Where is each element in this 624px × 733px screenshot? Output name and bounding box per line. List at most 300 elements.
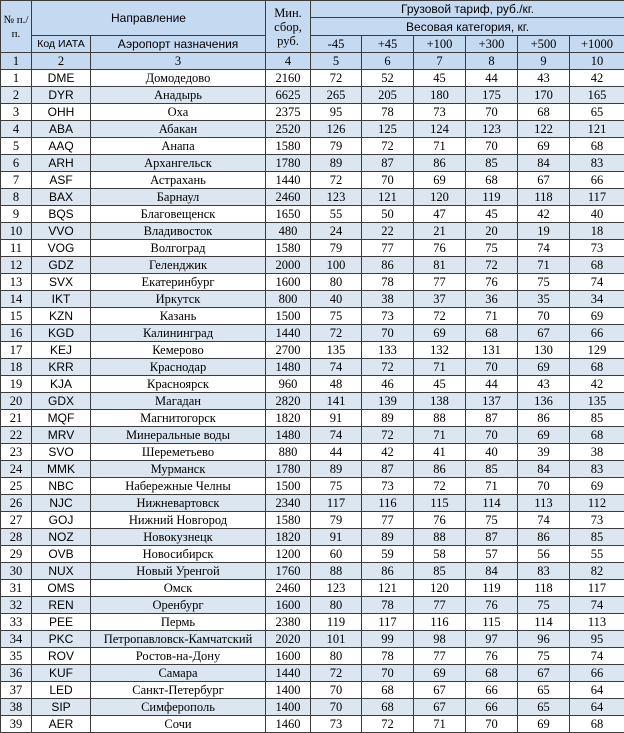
rate-cell: 45 xyxy=(414,70,466,87)
rate-cell: 85 xyxy=(570,529,624,546)
table-row xyxy=(1,478,624,495)
rate-cell: 68 xyxy=(570,257,624,274)
header-weight-column: +300 xyxy=(466,36,518,53)
min-fee-cell: 880 xyxy=(266,444,311,461)
rate-cell: 116 xyxy=(414,614,466,631)
min-fee-cell: 1500 xyxy=(266,308,311,325)
table-row xyxy=(1,682,624,699)
iata-code-cell: NOZ xyxy=(32,529,91,546)
rate-cell: 22 xyxy=(362,223,414,240)
header-weight-column: +1000 xyxy=(570,36,624,53)
rate-cell: 132 xyxy=(414,342,466,359)
header-iata-code: Код ИАТА xyxy=(32,36,91,53)
table-row xyxy=(1,87,624,104)
rate-cell: 44 xyxy=(466,376,518,393)
min-fee-cell: 1400 xyxy=(266,699,311,716)
rate-cell: 141 xyxy=(311,393,362,410)
rate-cell: 89 xyxy=(362,410,414,427)
row-number-cell: 35 xyxy=(1,648,32,665)
rate-cell: 265 xyxy=(311,87,362,104)
row-number-cell: 10 xyxy=(1,223,32,240)
iata-code-cell: PKC xyxy=(32,631,91,648)
iata-code-cell: DYR xyxy=(32,87,91,104)
row-number-cell: 21 xyxy=(1,410,32,427)
rate-cell: 45 xyxy=(466,206,518,223)
iata-code-cell: OMS xyxy=(32,580,91,597)
airport-cell: Самара xyxy=(91,665,266,682)
airport-cell: Абакан xyxy=(91,121,266,138)
rate-cell: 86 xyxy=(362,257,414,274)
rate-cell: 70 xyxy=(466,104,518,121)
min-fee-cell: 1460 xyxy=(266,716,311,733)
airport-cell: Санкт-Петербург xyxy=(91,682,266,699)
header-weight-column: +500 xyxy=(518,36,570,53)
rate-cell: 40 xyxy=(570,206,624,223)
table-row xyxy=(1,444,624,461)
rate-cell: 131 xyxy=(466,342,518,359)
rate-cell: 37 xyxy=(414,291,466,308)
column-number: 9 xyxy=(518,53,570,70)
rate-cell: 70 xyxy=(518,308,570,325)
row-number-cell: 22 xyxy=(1,427,32,444)
min-fee-cell: 1600 xyxy=(266,597,311,614)
min-fee-cell: 1820 xyxy=(266,410,311,427)
rate-cell: 77 xyxy=(414,648,466,665)
rate-cell: 117 xyxy=(362,614,414,631)
rate-cell: 120 xyxy=(414,580,466,597)
rate-cell: 113 xyxy=(570,614,624,631)
min-fee-cell: 2820 xyxy=(266,393,311,410)
iata-code-cell: IKT xyxy=(32,291,91,308)
rate-cell: 83 xyxy=(518,563,570,580)
min-fee-cell: 480 xyxy=(266,223,311,240)
row-number-cell: 5 xyxy=(1,138,32,155)
table-row xyxy=(1,427,624,444)
rate-cell: 39 xyxy=(518,444,570,461)
rate-cell: 44 xyxy=(466,70,518,87)
table-row xyxy=(1,104,624,121)
rate-cell: 88 xyxy=(414,410,466,427)
rate-cell: 68 xyxy=(466,665,518,682)
table-row xyxy=(1,274,624,291)
rate-cell: 70 xyxy=(362,325,414,342)
iata-code-cell: KUF xyxy=(32,665,91,682)
table-row xyxy=(1,172,624,189)
iata-code-cell: VOG xyxy=(32,240,91,257)
row-number-cell: 17 xyxy=(1,342,32,359)
rate-cell: 45 xyxy=(414,376,466,393)
row-number-cell: 27 xyxy=(1,512,32,529)
rate-cell: 87 xyxy=(466,529,518,546)
rate-cell: 83 xyxy=(570,155,624,172)
rate-cell: 116 xyxy=(362,495,414,512)
column-number: 1 xyxy=(1,53,32,70)
iata-code-cell: DME xyxy=(32,70,91,87)
rate-cell: 73 xyxy=(570,512,624,529)
airport-cell: Новый Уренгой xyxy=(91,563,266,580)
rate-cell: 96 xyxy=(518,631,570,648)
row-number-cell: 8 xyxy=(1,189,32,206)
airport-cell: Сочи xyxy=(91,716,266,733)
rate-cell: 68 xyxy=(570,359,624,376)
rate-cell: 86 xyxy=(414,461,466,478)
rate-cell: 80 xyxy=(311,648,362,665)
rate-cell: 40 xyxy=(466,444,518,461)
rate-cell: 41 xyxy=(414,444,466,461)
rate-cell: 170 xyxy=(518,87,570,104)
table-row xyxy=(1,206,624,223)
rate-cell: 68 xyxy=(362,699,414,716)
rate-cell: 66 xyxy=(570,172,624,189)
rate-cell: 72 xyxy=(414,308,466,325)
rate-cell: 117 xyxy=(570,189,624,206)
rate-cell: 123 xyxy=(466,121,518,138)
rate-cell: 80 xyxy=(311,274,362,291)
rate-cell: 136 xyxy=(518,393,570,410)
rate-cell: 165 xyxy=(570,87,624,104)
table-row xyxy=(1,665,624,682)
min-fee-cell: 1580 xyxy=(266,138,311,155)
rate-cell: 85 xyxy=(414,563,466,580)
iata-code-cell: BAX xyxy=(32,189,91,206)
min-fee-cell: 6625 xyxy=(266,87,311,104)
min-fee-cell: 2340 xyxy=(266,495,311,512)
airport-cell: Екатеринбург xyxy=(91,274,266,291)
rate-cell: 91 xyxy=(311,529,362,546)
rate-cell: 137 xyxy=(466,393,518,410)
rate-cell: 123 xyxy=(311,580,362,597)
iata-code-cell: MQF xyxy=(32,410,91,427)
rate-cell: 74 xyxy=(570,597,624,614)
min-fee-cell: 1780 xyxy=(266,461,311,478)
rate-cell: 73 xyxy=(414,104,466,121)
min-fee-cell: 2520 xyxy=(266,121,311,138)
airport-cell: Магнитогорск xyxy=(91,410,266,427)
table-row xyxy=(1,223,624,240)
table-row xyxy=(1,393,624,410)
rate-cell: 66 xyxy=(570,665,624,682)
rate-cell: 48 xyxy=(311,376,362,393)
rate-cell: 125 xyxy=(362,121,414,138)
rate-cell: 175 xyxy=(466,87,518,104)
row-number-cell: 16 xyxy=(1,325,32,342)
rate-cell: 117 xyxy=(311,495,362,512)
row-number-cell: 23 xyxy=(1,444,32,461)
header-weight-category: Весовая категория, кг. xyxy=(311,18,624,36)
row-number-cell: 38 xyxy=(1,699,32,716)
min-fee-cell: 2700 xyxy=(266,342,311,359)
rate-cell: 69 xyxy=(570,308,624,325)
column-number: 6 xyxy=(362,53,414,70)
rate-cell: 119 xyxy=(311,614,362,631)
table-row xyxy=(1,121,624,138)
rate-cell: 68 xyxy=(466,325,518,342)
rate-cell: 72 xyxy=(362,427,414,444)
table-body xyxy=(1,70,624,733)
airport-cell: Кемерово xyxy=(91,342,266,359)
table-row xyxy=(1,563,624,580)
rate-cell: 77 xyxy=(362,240,414,257)
iata-code-cell: PEE xyxy=(32,614,91,631)
rate-cell: 121 xyxy=(362,189,414,206)
row-number-cell: 9 xyxy=(1,206,32,223)
rate-cell: 81 xyxy=(414,257,466,274)
row-number-cell: 14 xyxy=(1,291,32,308)
row-number-cell: 30 xyxy=(1,563,32,580)
rate-cell: 88 xyxy=(414,529,466,546)
iata-code-cell: BQS xyxy=(32,206,91,223)
rate-cell: 133 xyxy=(362,342,414,359)
iata-code-cell: NJC xyxy=(32,495,91,512)
rate-cell: 101 xyxy=(311,631,362,648)
airport-cell: Благовещенск xyxy=(91,206,266,223)
rate-cell: 135 xyxy=(311,342,362,359)
min-fee-cell: 1600 xyxy=(266,648,311,665)
table-row xyxy=(1,257,624,274)
min-fee-cell: 1480 xyxy=(266,359,311,376)
rate-cell: 55 xyxy=(311,206,362,223)
row-number-cell: 26 xyxy=(1,495,32,512)
rate-cell: 83 xyxy=(570,461,624,478)
rate-cell: 79 xyxy=(311,512,362,529)
iata-code-cell: MRV xyxy=(32,427,91,444)
rate-cell: 97 xyxy=(466,631,518,648)
min-fee-cell: 1650 xyxy=(266,206,311,223)
min-fee-cell: 2375 xyxy=(266,104,311,121)
iata-code-cell: NUX xyxy=(32,563,91,580)
airport-cell: Анадырь xyxy=(91,87,266,104)
rate-cell: 72 xyxy=(311,665,362,682)
row-number-cell: 29 xyxy=(1,546,32,563)
row-number-cell: 36 xyxy=(1,665,32,682)
column-number: 8 xyxy=(466,53,518,70)
airport-cell: Новосибирск xyxy=(91,546,266,563)
rate-cell: 76 xyxy=(414,240,466,257)
airport-cell: Иркутск xyxy=(91,291,266,308)
rate-cell: 72 xyxy=(414,478,466,495)
min-fee-cell: 1480 xyxy=(266,427,311,444)
rate-cell: 76 xyxy=(466,274,518,291)
rate-cell: 122 xyxy=(518,121,570,138)
rate-cell: 119 xyxy=(466,189,518,206)
row-number-cell: 2 xyxy=(1,87,32,104)
min-fee-cell: 1820 xyxy=(266,529,311,546)
table-row xyxy=(1,631,624,648)
rate-cell: 38 xyxy=(362,291,414,308)
rate-cell: 117 xyxy=(570,580,624,597)
rate-cell: 130 xyxy=(518,342,570,359)
min-fee-cell: 1780 xyxy=(266,155,311,172)
rate-cell: 120 xyxy=(414,189,466,206)
rate-cell: 66 xyxy=(466,699,518,716)
column-number: 2 xyxy=(32,53,91,70)
iata-code-cell: SVX xyxy=(32,274,91,291)
iata-code-cell: GDZ xyxy=(32,257,91,274)
iata-code-cell: KGD xyxy=(32,325,91,342)
rate-cell: 129 xyxy=(570,342,624,359)
min-fee-cell: 2380 xyxy=(266,614,311,631)
table-row xyxy=(1,359,624,376)
rate-cell: 72 xyxy=(362,716,414,733)
rate-cell: 55 xyxy=(570,546,624,563)
airport-cell: Магадан xyxy=(91,393,266,410)
rate-cell: 42 xyxy=(570,376,624,393)
rate-cell: 67 xyxy=(414,682,466,699)
rate-cell: 72 xyxy=(311,325,362,342)
airport-cell: Нижний Новгород xyxy=(91,512,266,529)
iata-code-cell: AER xyxy=(32,716,91,733)
airport-cell: Симферополь xyxy=(91,699,266,716)
row-number-cell: 7 xyxy=(1,172,32,189)
rate-cell: 72 xyxy=(311,70,362,87)
min-fee-cell: 1200 xyxy=(266,546,311,563)
rate-cell: 71 xyxy=(518,257,570,274)
rate-cell: 89 xyxy=(362,529,414,546)
rate-cell: 87 xyxy=(362,155,414,172)
rate-cell: 56 xyxy=(518,546,570,563)
rate-cell: 114 xyxy=(466,495,518,512)
rate-cell: 65 xyxy=(518,699,570,716)
rate-cell: 58 xyxy=(414,546,466,563)
rate-cell: 75 xyxy=(311,478,362,495)
rate-cell: 74 xyxy=(518,240,570,257)
rate-cell: 19 xyxy=(518,223,570,240)
rate-cell: 68 xyxy=(570,427,624,444)
table-row xyxy=(1,70,624,87)
rate-cell: 91 xyxy=(311,410,362,427)
rate-cell: 76 xyxy=(466,648,518,665)
rate-cell: 70 xyxy=(311,682,362,699)
rate-cell: 21 xyxy=(414,223,466,240)
table-row xyxy=(1,308,624,325)
iata-code-cell: SVO xyxy=(32,444,91,461)
airport-cell: Архангельск xyxy=(91,155,266,172)
table-row xyxy=(1,614,624,631)
rate-cell: 121 xyxy=(362,580,414,597)
table-row xyxy=(1,461,624,478)
rate-cell: 70 xyxy=(466,359,518,376)
rate-cell: 46 xyxy=(362,376,414,393)
rate-cell: 74 xyxy=(570,648,624,665)
rate-cell: 67 xyxy=(414,699,466,716)
rate-cell: 75 xyxy=(311,308,362,325)
table-row xyxy=(1,512,624,529)
iata-code-cell: ASF xyxy=(32,172,91,189)
rate-cell: 68 xyxy=(466,172,518,189)
rate-cell: 74 xyxy=(311,427,362,444)
row-number-cell: 28 xyxy=(1,529,32,546)
row-number-cell: 31 xyxy=(1,580,32,597)
rate-cell: 77 xyxy=(414,274,466,291)
rate-cell: 72 xyxy=(466,257,518,274)
row-number-cell: 39 xyxy=(1,716,32,733)
header-weight-column: +100 xyxy=(414,36,466,53)
airport-cell: Казань xyxy=(91,308,266,325)
rate-cell: 68 xyxy=(362,682,414,699)
rate-cell: 78 xyxy=(362,274,414,291)
airport-cell: Оха xyxy=(91,104,266,121)
rate-cell: 66 xyxy=(570,325,624,342)
rate-cell: 66 xyxy=(466,682,518,699)
rate-cell: 42 xyxy=(570,70,624,87)
row-number-cell: 15 xyxy=(1,308,32,325)
column-number: 7 xyxy=(414,53,466,70)
rate-cell: 72 xyxy=(362,359,414,376)
iata-code-cell: MMK xyxy=(32,461,91,478)
rate-cell: 87 xyxy=(362,461,414,478)
row-number-cell: 32 xyxy=(1,597,32,614)
rate-cell: 69 xyxy=(518,427,570,444)
min-fee-cell: 1440 xyxy=(266,172,311,189)
row-number-cell: 3 xyxy=(1,104,32,121)
table-row xyxy=(1,240,624,257)
rate-cell: 43 xyxy=(518,376,570,393)
rate-cell: 74 xyxy=(311,359,362,376)
rate-cell: 205 xyxy=(362,87,414,104)
min-fee-cell: 960 xyxy=(266,376,311,393)
header-direction: Направление xyxy=(32,1,266,36)
rate-cell: 50 xyxy=(362,206,414,223)
row-number-cell: 4 xyxy=(1,121,32,138)
rate-cell: 79 xyxy=(311,240,362,257)
rate-cell: 70 xyxy=(466,427,518,444)
rate-cell: 71 xyxy=(414,138,466,155)
table-row xyxy=(1,648,624,665)
rate-cell: 71 xyxy=(414,359,466,376)
min-fee-cell: 1580 xyxy=(266,240,311,257)
iata-code-cell: KZN xyxy=(32,308,91,325)
airport-cell: Анапа xyxy=(91,138,266,155)
rate-cell: 24 xyxy=(311,223,362,240)
column-number: 10 xyxy=(570,53,624,70)
rate-cell: 69 xyxy=(414,665,466,682)
rate-cell: 65 xyxy=(518,682,570,699)
column-number: 3 xyxy=(91,53,266,70)
rate-cell: 79 xyxy=(311,138,362,155)
row-number-cell: 37 xyxy=(1,682,32,699)
table-row xyxy=(1,325,624,342)
rate-cell: 78 xyxy=(362,104,414,121)
rate-cell: 70 xyxy=(466,138,518,155)
rate-cell: 57 xyxy=(466,546,518,563)
iata-code-cell: ROV xyxy=(32,648,91,665)
table-row xyxy=(1,699,624,716)
rate-cell: 69 xyxy=(414,172,466,189)
row-number-cell: 19 xyxy=(1,376,32,393)
rate-cell: 72 xyxy=(362,138,414,155)
iata-code-cell: ARH xyxy=(32,155,91,172)
rate-cell: 42 xyxy=(362,444,414,461)
iata-code-cell: AAQ xyxy=(32,138,91,155)
iata-code-cell: ABA xyxy=(32,121,91,138)
header-weight-column: -45 xyxy=(311,36,362,53)
rate-cell: 70 xyxy=(362,172,414,189)
rate-cell: 112 xyxy=(570,495,624,512)
min-fee-cell: 2160 xyxy=(266,70,311,87)
airport-cell: Домодедово xyxy=(91,70,266,87)
rate-cell: 59 xyxy=(362,546,414,563)
column-number-row xyxy=(1,53,624,70)
min-fee-cell: 1400 xyxy=(266,682,311,699)
rate-cell: 86 xyxy=(362,563,414,580)
rate-cell: 113 xyxy=(518,495,570,512)
airport-cell: Оренбург xyxy=(91,597,266,614)
row-number-cell: 11 xyxy=(1,240,32,257)
airport-cell: Набережные Челны xyxy=(91,478,266,495)
rate-cell: 72 xyxy=(311,172,362,189)
table-header xyxy=(1,1,624,70)
rate-cell: 118 xyxy=(518,189,570,206)
